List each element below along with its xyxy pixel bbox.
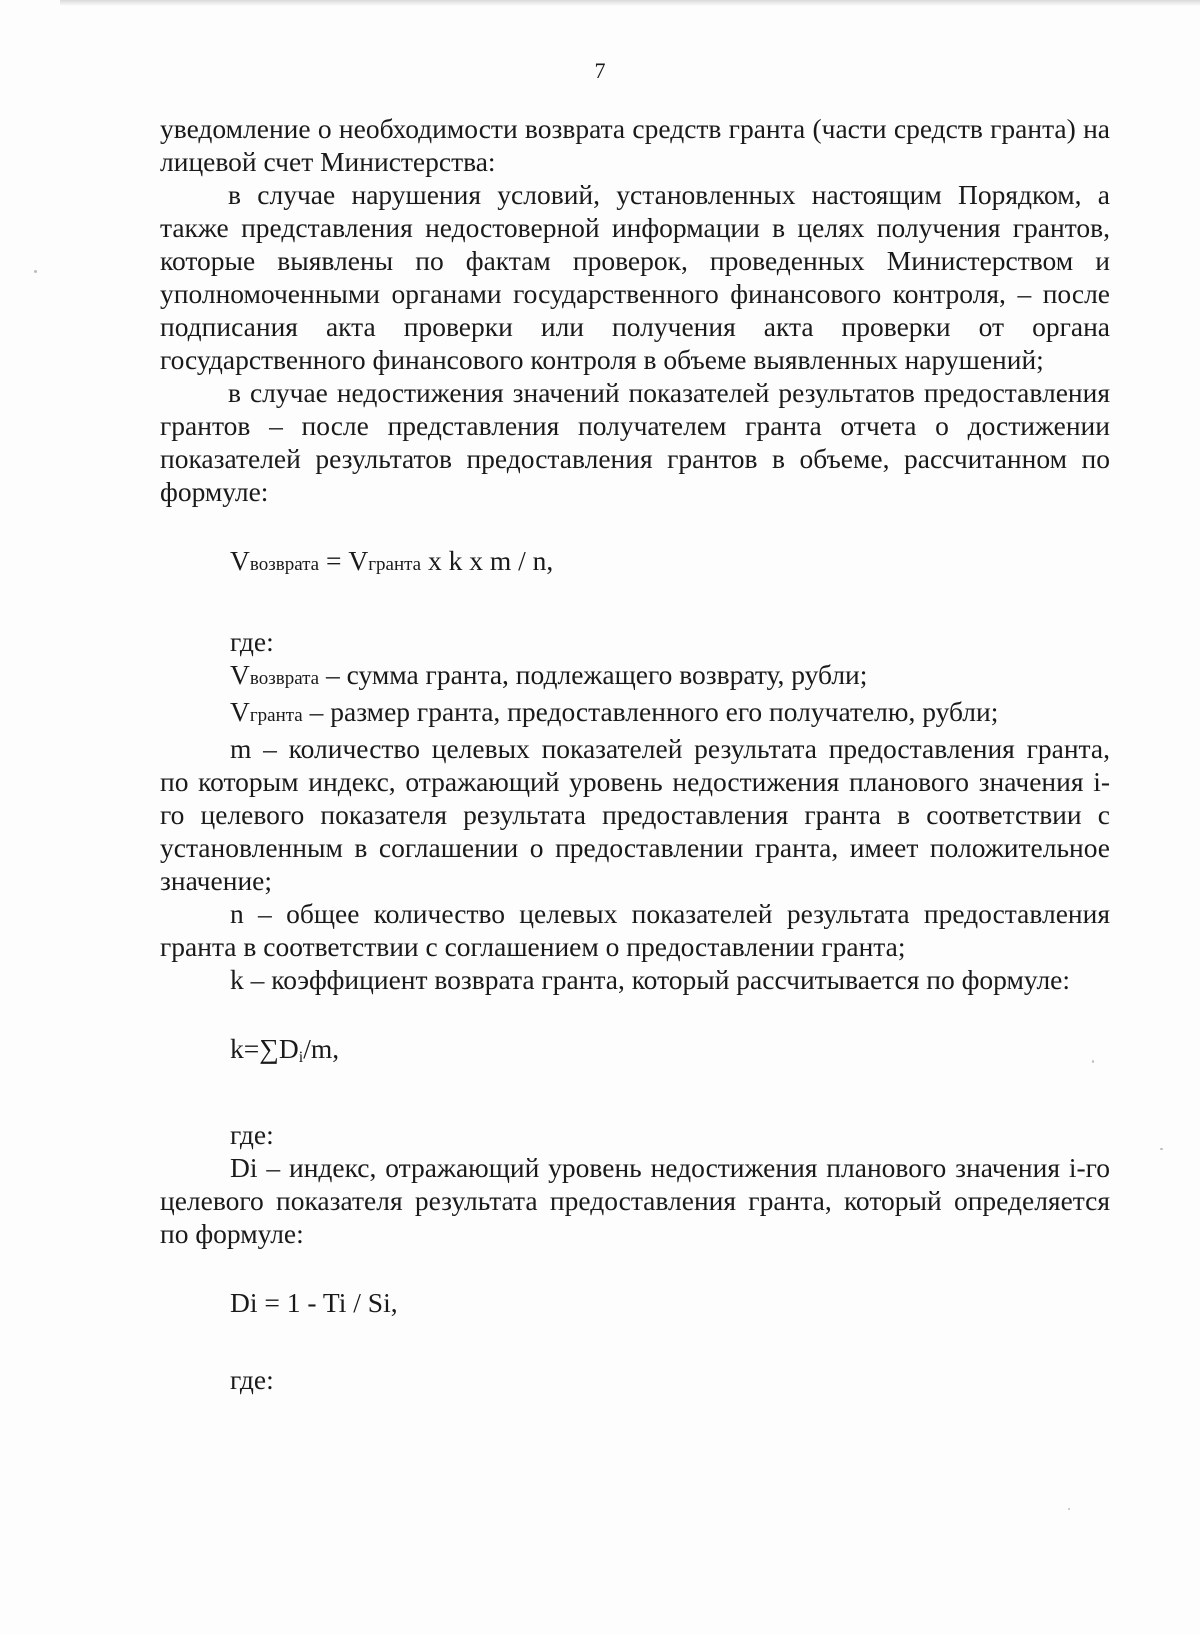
formula-left: k=∑D bbox=[230, 1033, 299, 1064]
definition-text: – сумма гранта, подлежащего возврату, рубли; bbox=[319, 659, 868, 690]
spacer bbox=[160, 996, 1110, 1032]
subscript-grant: гранта bbox=[249, 705, 303, 726]
definition-n: n – общее количество целевых показателей результата предоставления гранта в соответствии с соглашением о предоставлении гранта; bbox=[160, 898, 1110, 962]
scan-speck bbox=[1068, 1508, 1070, 1510]
subscript-grant: гранта bbox=[368, 554, 422, 575]
formula-rest: x k x m / n, bbox=[421, 545, 554, 576]
symbol-v: V bbox=[230, 545, 250, 576]
definition-m: m – количество целевых показателей результата предоставления гранта, по которым индекс, отражающий уровень недостижения планового значения i-го целевого показателя результата предоставления гранта в соответствии с установленным в соглашении о предоставлении гранта, имеет положительное значение; bbox=[160, 733, 1110, 896]
scan-edge-shadow bbox=[60, 0, 1200, 6]
symbol-v: V bbox=[348, 545, 369, 576]
where-label: где: bbox=[230, 1364, 274, 1395]
spacer bbox=[160, 581, 1110, 625]
spacer bbox=[160, 508, 1110, 544]
definition-k: k – коэффициент возврата гранта, который рассчитывается по формуле: bbox=[230, 964, 1071, 995]
formula-return-volume bbox=[160, 544, 1110, 581]
spacer bbox=[160, 1319, 1110, 1363]
formula-right: /m, bbox=[303, 1033, 340, 1064]
paragraph-notice: уведомление о необходимости возврата средств гранта (части средств гранта) на лицевой счет Министерства: bbox=[160, 113, 1110, 177]
definition-di: Di – индекс, отражающий уровень недостижения планового значения i-го целевого показателя результата предоставления гранта, который определяется по формуле: bbox=[160, 1152, 1110, 1249]
symbol-v: V bbox=[230, 659, 250, 690]
symbol-v: V bbox=[230, 696, 250, 727]
paragraph-non-achievement-case: в случае недостижения значений показателей результатов предоставления грантов – после представления получателем гранта отчета о достижении показателей результатов предоставления грантов в объеме, рассчитанном по формуле: bbox=[160, 377, 1110, 507]
scan-speck bbox=[34, 270, 37, 273]
formula-k bbox=[160, 1032, 1110, 1074]
subscript-i: i bbox=[298, 1049, 304, 1066]
definition-text: – размер гранта, предоставленного его получателю, рубли; bbox=[302, 696, 999, 727]
scan-speck bbox=[1092, 1060, 1094, 1063]
page-number: 7 bbox=[594, 58, 606, 83]
definition-v-grant bbox=[160, 695, 1110, 732]
where-label: где: bbox=[230, 1119, 274, 1150]
formula-di: Di = 1 - Ti / Si, bbox=[230, 1287, 398, 1318]
spacer bbox=[160, 1074, 1110, 1118]
equals-sign: = bbox=[319, 545, 349, 576]
definition-v-return bbox=[160, 658, 1110, 695]
where-label: где: bbox=[230, 626, 274, 657]
spacer bbox=[160, 1250, 1110, 1286]
subscript-return: возврата bbox=[249, 668, 320, 689]
document-body bbox=[160, 112, 1110, 1396]
scan-speck bbox=[1160, 1148, 1163, 1150]
paragraph-violation-case: в случае нарушения условий, установленных настоящим Порядком, а также представления недостоверной информации в целях получения грантов, которые выявлены по фактам проверок, проведенных Министерством и уполномоченными органами государственного финансового контроля, – после подписания акта проверки или получения акта проверки от органа государственного финансового контроля в объеме выявленных нарушений; bbox=[160, 179, 1110, 375]
subscript-return: возврата bbox=[249, 554, 320, 575]
